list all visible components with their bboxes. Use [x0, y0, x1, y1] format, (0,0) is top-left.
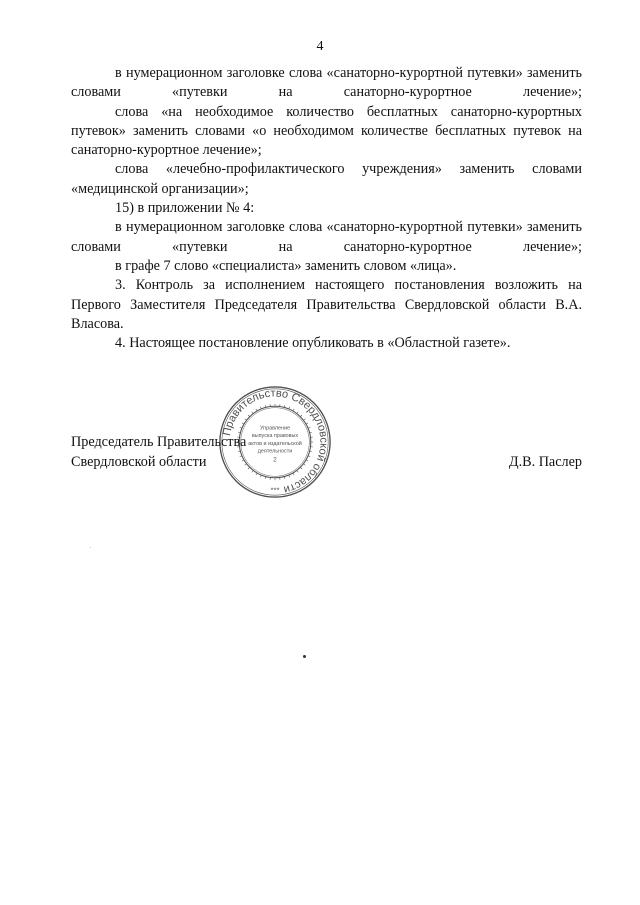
- seal-stars: ***: [270, 485, 280, 495]
- seal-center-line: деятельности: [257, 448, 293, 455]
- paragraph: 4. Настоящее постановление опубликовать в «Областной газете».: [115, 335, 511, 352]
- paragraph: слова «лечебно-профилактического учреждения» заменить словами «медицинской организации»;: [71, 161, 582, 197]
- scan-speck: [303, 655, 306, 658]
- seal-center-line: актов и издательской: [248, 440, 302, 447]
- document-body: [71, 64, 582, 353]
- signer-position-line: Председатель Правительства: [71, 434, 247, 450]
- signer-name: Д.В. Паслер: [508, 453, 582, 470]
- paragraph: в нумерационном заголовке слова «санаторно-курортной путевки» заменить словами «путевки на санаторно-курортное лечение»;: [71, 65, 582, 101]
- paragraph: 3. Контроль за исполнением настоящего постановления возложить на Первого Заместителя Председателя Правительства Свердловской области В.А. Власова.: [71, 277, 582, 332]
- seal-center-line: Управление: [259, 425, 291, 432]
- paragraph: в нумерационном заголовке слова «санаторно-курортной путевки» заменить словами «путевки на санаторно-курортное лечение»;: [71, 219, 582, 255]
- scan-speck: [90, 547, 91, 548]
- paragraph: слова «на необходимое количество бесплатных санаторно-курортных путевок» заменить словами «о необходимом количестве бесплатных путевок на санаторно-курортное лечение»;: [71, 103, 582, 159]
- seal-center-line: выпуска правовых: [251, 433, 299, 440]
- signer-position: [71, 433, 246, 472]
- seal-ring-text: Правительство Свердловской области: [220, 387, 330, 496]
- paragraph: в графе 7 слово «специалиста» заменить словом «лица».: [115, 257, 457, 274]
- seal-center-number: 2: [273, 456, 277, 464]
- page-number: 4: [316, 39, 324, 54]
- paragraph: 15) в приложении № 4:: [115, 200, 255, 217]
- signer-position-line: Свердловской области: [71, 453, 207, 470]
